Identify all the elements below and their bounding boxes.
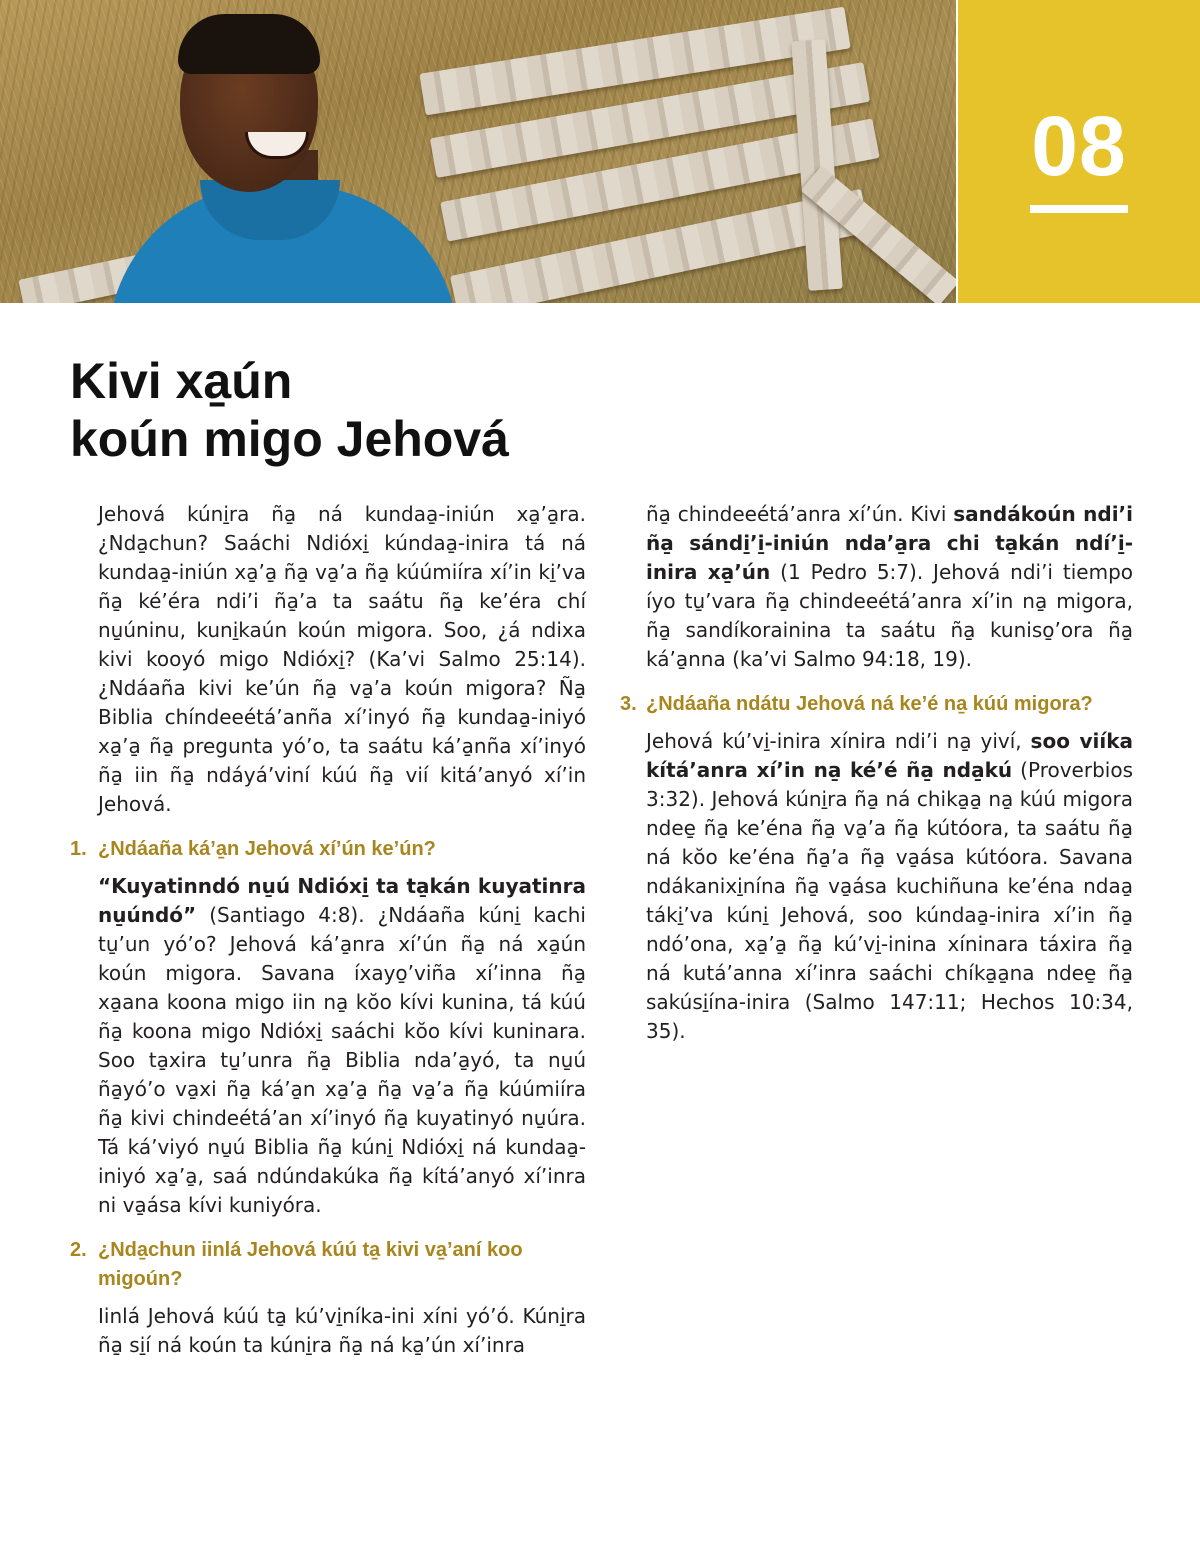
chapter-number: 08 <box>1031 99 1127 193</box>
question-1 <box>70 835 586 864</box>
right-column <box>620 500 1134 1046</box>
title-line-2: koún migo Jehová <box>70 411 509 467</box>
question-2 <box>70 1236 586 1294</box>
answer-text: (Santiago 4:8). ¿Ndáaña kúni̱ kachi tu̱’un yó’o? Jehová ká’a̱nra xí’ún ña̱ ná xa̱ún koún migora. Savana íxayo̱’viña xí’inna ña̱ xa̱ana koona migo iin na̱ kŏo kívi kunina, tá kúú ña̱ koona migo Ndióxi̱ saáchi kŏo kívi kuninara. Soo ta̱xira tu̱’unra ña̱ Biblia nda’a̱yó, ta nu̱ú ña̱yó’o va̱xi ña̱ ká’a̱n xa̱’a̱ ña̱ va̱’a ña̱ kúúmiíra ña̱ kivi chindeétá’an xí’inyó ña̱ kuyatinyó nu̱úra. Tá ká’viyó nu̱ú Biblia ña̱ kúni̱ Ndióxi̱ ná kundaa̱-iniyó xa̱’a̱, saá ndúndakúka ña̱ kítá’anyó xí’inra ni va̱ása kívi kuniyóra. <box>98 903 586 1217</box>
answer-3-paragraph <box>646 727 1133 1046</box>
chapter-rule <box>1030 205 1128 213</box>
left-column <box>70 500 586 1360</box>
answer-1-paragraph <box>98 872 586 1220</box>
question-text: ¿Ndáaña ká’a̱n Jehová xí’ún ke’ún? <box>98 838 436 860</box>
answer-text: (Proverbios 3:32). Jehová kúni̱ra ña̱ ná chika̱a̱ na̱ kúú migora ndee̱ ña̱ ke’éna ña̱ va̱’a ña̱ kútóora, ta saátu ña̱ ná kŏo ke’éna ña̱’a ña̱ va̱ása kútóora. Savana ndákanixi̱nína ña̱ va̱ása kuchiñuna ke’éna ndaa̱ táki̱’va kúni̱ Jehová, soo kúndaa̱-inira xí’in ña̱ ndó’ona, xa̱’a̱ ña̱ kú’vi̱-inina xíninara táxira ña̱ ná kutá’anna xí’inra saáchi chíka̱a̱na ndee̱ ña̱ sakúsi̱ína-inira (Salmo 147:11; Hechos 10:34, 35). <box>646 758 1133 1043</box>
intro-paragraph: Jehová kúni̱ra ña̱ ná kundaa̱-iniún xa̱’a̱ra. ¿Nda̱chun? Saáchi Ndióxi̱ kúndaa̱-inira tá ná kundaa̱-iniún xa̱’a̱ ña̱ va̱’a ña̱ kúúmiíra xí’in ki̱’va ña̱ ké’éra ndi’i ña̱’a ta saátu ña̱ ke’éra chí nu̱úninu, kuni̱kaún koún migora. Soo, ¿á ndixa kivi kooyó migo Ndióxi̱? (Ka’vi Salmo 25:14). ¿Ndáaña kivi ke’ún ña̱ va̱’a koún migora? Ña̱ Biblia chíndeeétá’anña xí’inyó ña̱ kundaa̱-iniyó xa̱’a̱ ña̱ pregunta yó’o, ta saátu ká’a̱nña xí’inyó ña̱ iin ña̱ ndáyá’viní kúú ña̱ vií kitá’anyó xí’in Jehová. <box>98 502 586 816</box>
question-3 <box>620 690 1133 719</box>
bold-quote: “Kuyatinndó nu̱ú Ndióxi̱ ta ta̱kán kuyatinra nu̱úndó” <box>98 874 586 927</box>
person-hair <box>178 14 320 74</box>
answer-2-paragraph-start: Iinlá Jehová kúú ta̱ kú’vi̱níka-ini xíni yó’ó. Kúni̱ra ña̱ si̱í ná koún ta kúni̱ra ña̱ ná ka̱’ún xí’inra <box>98 1304 586 1357</box>
answer-2-paragraph-end <box>646 500 1133 674</box>
question-text: ¿Ndáaña ndátu Jehová ná ke’é na̱ kúú migora? <box>646 693 1093 715</box>
question-text: ¿Nda̱chun iinlá Jehová kúú ta̱ kivi va̱’aní koo migoún? <box>98 1239 523 1290</box>
answer-text: ña̱ chindeeétá’anra xí’ún. Kivi <box>646 502 954 526</box>
question-number: 3. <box>620 693 637 715</box>
title-line-1: Kivi xa̱ún <box>70 353 293 409</box>
chapter-badge <box>958 0 1200 303</box>
page-title <box>70 352 509 468</box>
question-number: 2. <box>70 1239 87 1261</box>
answer-text: Jehová kú’vi̱-inira xínira ndi’i na̱ yiví, <box>646 729 1031 753</box>
bold-quote: sandákoún ndi’i ña̱ sándi̱’i̱-iniún nda’a̱ra chi ta̱kán ndí’i̱-inira xa̱’ún <box>646 502 1134 584</box>
answer-text: (1 Pedro 5:7). Jehová ndi’i tiempo íyo tu̱’vara ña̱ chindeeétá’anra xí’in na̱ migora, ña̱ sandíkorainina ta saátu ña̱ kuniso̱’ora ña̱ ká’a̱nna (ka’vi Salmo 94:18, 19). <box>646 560 1133 671</box>
bold-quote: soo viíka kítá’anra xí’in na̱ ké’é ña̱ nda̱kú <box>646 729 1133 782</box>
question-number: 1. <box>70 838 87 860</box>
header-photo <box>0 0 956 303</box>
